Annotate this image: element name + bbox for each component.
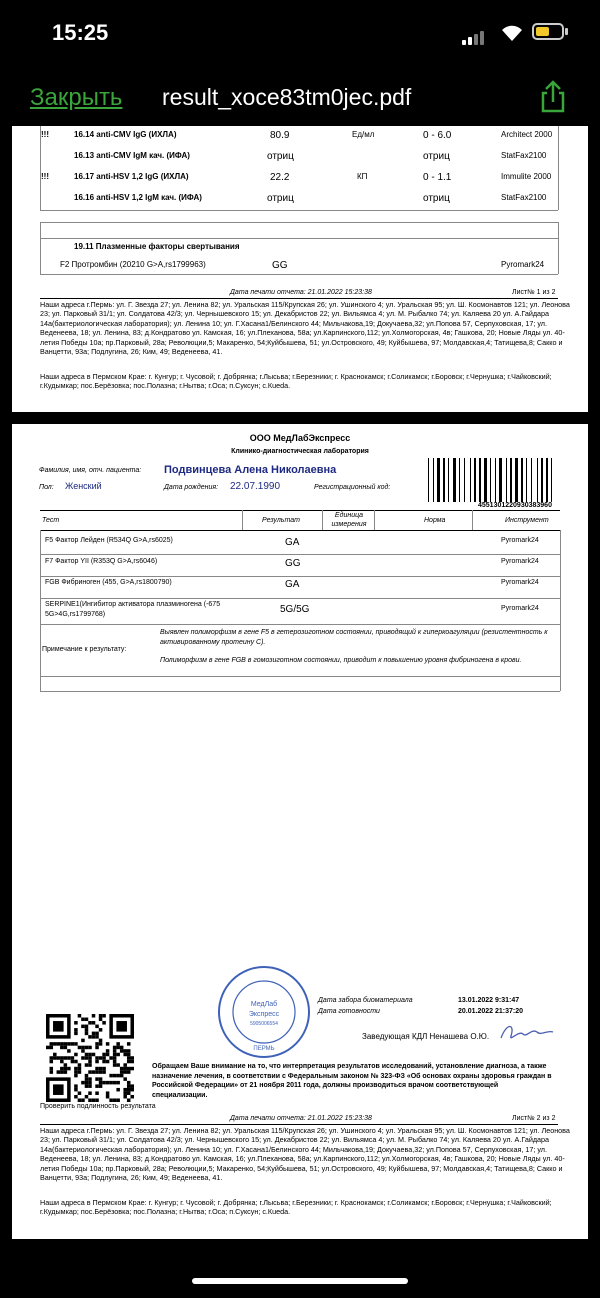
addresses-krai: Наши адреса в Пермском Крае: г. Кунгур; г. Чусовой; г. Добрянка; г.Лысьва; г.Березники; г. Краснокамск; г.Соликамск; г.Боровск; г.Чернушка; г.Чайковский; г.Кудымкар; пос.Берёзовка; пос.Полазна; г.Нытва; г.Оса; п.Суксун; с.Кueda. [40,372,552,391]
addresses-krai: Наши адреса в Пермском Крае: г. Кунгур; г. Чусовой; г. Добрянка; г.Лысьва; г.Березники; г. Краснокамск; г.Соликамск; г.Боровск; г.Чернушка; г.Чайковский; г.Кудымкар; пос.Берёзовка; пос.Полазна; г.Нытва; г.Оса; п.Суксун; с.Кueda. [40,1198,552,1217]
test-name: F7 Фактор YII (R353Q G>A,rs6046) [45,558,158,565]
sheet-number: Лист№ 1 из 2 [512,289,556,296]
sex-label: Пол: [39,484,54,491]
signature [497,1020,557,1046]
norm: 0 - 6.0 [423,130,452,141]
test-name: 16.14 anti-CMV IgG (ИХЛА) [74,130,177,139]
status-time: 15:25 [52,20,109,45]
sheet-number: Лист№ 2 из 2 [512,1115,556,1122]
barcode-number: 4551301220930383960 [478,502,552,509]
reg-code-label: Регистрационный код: [314,484,391,491]
addresses-perm: Наши адреса г.Пермь: ул. Г. Звезда 27; ул. Ленина 82; ул. Уральская 115/Крупская 26; ул. Ушинского 4; ул. Уральская 95; ул. Ш. Космонавтов 121; ул. Леонова 23; ул. Парковый 31/1; ул. Солдатова 42/3; ул. Чернышевского 15; ул. Декабристов 22; ул. Вильямса 4; ул. М. Рыбалко 74; ул. Каляева 20 ул. А.Гайдара 14а(бактериологическая лаборатория); ул. Ленина 10; ул. Г.Хасана1/Белинского 44; Мильчакова,19; Докучаева,32; ул.Попова 57, Серпуховская, 17; ул. Веденеева, 18; ул. Ленина, 83; д.Кондратово ул. Камская, 16; ул.Плеханова, 58а; ул.Карпинского,112; ул.Холмогорская, 4в; Гашкова, 20; Новые Ляды ул. 40-летия Победы 10а; пр.Парковый, 28а; Революции,5; Макаренко, 54;Куйбышева, 51; ул.Островского, 49; Куйбышева, 97; Молдавская,4; Татищева,8; Сакко и Ванцетти, 93а; Подлугина, 26; Ким, 49; Веденеева, 41. [40,300,570,357]
instrument: Architect 2000 [501,130,553,139]
pdf-page-2 [12,424,588,1239]
col-header-norm: Норма [424,517,446,524]
instrument: Pyromark24 [501,605,539,612]
section-title: 19.11 Плазменные факторы свертывания [74,242,240,251]
viewer-toolbar [0,66,600,126]
sex-value: Женский [65,481,102,491]
result: 80.9 [270,130,290,141]
norm: отриц [423,193,450,204]
test-name: F5 Фактор Лейден (R534Q G>A,rs6025) [45,537,173,544]
collect-date-value: 13.01.2022 9:31:47 [458,997,520,1004]
collect-date-label: Дата забора биоматериала [318,997,413,1004]
unit: Ед/мл [352,130,375,139]
close-button[interactable]: Закрыть [30,84,123,111]
norm: отриц [423,151,450,162]
flag: !!! [41,130,49,139]
test-name: F2 Протромбин (20210 G>A,rs1799963) [60,260,206,269]
print-date: Дата печати отчета: 21.01.2022 15:23:38 [230,1115,372,1122]
note-label: Примечание к результату: [42,646,127,653]
col-header-unit: Единица измерения [331,512,367,528]
qr-code[interactable] [46,1014,134,1102]
instrument: Pyromark24 [501,558,539,565]
note-text-2: Полиморфизм в гене FGB в гомозиготном состоянии, приводит к повышению уровня фибриногена в крови. [160,657,522,664]
ready-date-label: Дата готовности [318,1008,380,1015]
instrument: Pyromark24 [501,537,539,544]
patient-name: Подвинцева Алена Николаевна [164,464,337,476]
test-name: FGB Фибриноген (455, G>A,rs1800790) [45,579,172,586]
instrument: StatFax2100 [501,193,547,202]
col-header-instrument: Инструмент [505,517,549,524]
dob-value: 22.07.1990 [230,481,281,492]
dob-label: Дата рождения: [164,484,219,491]
home-indicator [192,1278,408,1284]
battery-tip [565,28,568,35]
print-date: Дата печати отчета: 21.01.2022 15:23:38 [230,289,372,296]
instrument: Immulite 2000 [501,172,552,181]
share-icon[interactable] [536,80,570,114]
barcode [428,458,576,502]
instrument: Pyromark24 [501,579,539,586]
test-name: 16.17 anti-HSV 1,2 IgG (ИХЛА) [74,172,189,181]
wifi-icon [500,24,524,42]
col-header-result: Результат [262,517,300,524]
svg-text:МедЛаб: МедЛаб [250,1001,278,1008]
test-name: 16.16 anti-HSV 1,2 IgM кач. (ИФА) [74,193,202,202]
test-name: SERPINE1(Ингибитор активатора плазминогена (-675 5G>4G,rs1799768) [45,601,221,618]
result: GG [285,558,301,569]
ready-date-value: 20.01.2022 21:37:20 [458,1008,523,1015]
cellular-signal-icon [462,27,486,45]
test-name: 16.13 anti-CMV IgM кач. (ИФА) [74,151,190,160]
disclaimer: Обращаем Ваше внимание на то, что интерпретация результатов исследований, установление диагноза, а также назначение лечения, в соответствии с Федеральным законом № 323-ФЗ «Об основах охраны здоровья граждан в Российской Федерации» от 21 ноября 2011 года, должны производиться врачом соответствующей специализации. [152,1063,552,1099]
instrument: Pyromark24 [501,260,545,269]
verify-link[interactable]: Проверить подлинность результата [40,1103,156,1110]
battery-icon [532,23,564,40]
svg-text:Экспресс: Экспресс [248,1011,280,1018]
addresses-perm: Наши адреса г.Пермь: ул. Г. Звезда 27; ул. Ленина 82; ул. Уральская 115/Крупская 26; ул. Ушинского 4; ул. Уральская 95; ул. Ш. Космонавтов 121; ул. Леонова 23; ул. Парковый 31/1; ул. Солдатова 42/3; ул. Чернышевского 15; ул. Декабристов 22; ул. Вильямса 4; ул. М. Рыбалко 74; ул. Каляева 20 ул. А.Гайдара 14а(бактериологическая лаборатория); ул. Ленина 10; ул. Г.Хасана1/Белинского 44; Мильчакова,19; Докучаева,32; ул.Попова 57, Серпуховская, 17; ул. Веденеева, 18; ул. Ленина, 83; д.Кондратово ул. Камская, 16; ул.Плеханова, 58а; ул.Карпинского,112; ул.Холмогорская, 4в; Гашкова, 20; Новые Ляды ул. 40-летия Победы 10а; пр.Парковый, 28а; Революции,5; Макаренко, 54;Куйбышева, 51; ул.Островского, 49; Куйбышева, 97; Молдавская,4; Татищева,8; Сакко и Ванцетти, 93а; Подлугина, 26; Ким, 49; Веденеева, 41. [40,1126,570,1183]
result: отриц [267,193,294,204]
document-title: result_xoce83tm0jec.pdf [162,84,412,110]
result: 5G/5G [280,604,310,615]
result: GG [272,260,288,271]
result: GA [285,579,300,590]
svg-text:5905006554: 5905006554 [250,1021,278,1027]
patient-name-label: Фамилия, имя, отч. пациента: [39,467,142,474]
lab-name: Клинико-диагностическая лаборатория [231,448,369,455]
flag: !!! [41,172,49,181]
result: отриц [267,151,294,162]
unit: КП [357,172,368,181]
result: 22.2 [270,172,290,183]
seal-stamp [216,964,312,1060]
svg-text:ПЕРМЬ: ПЕРМЬ [253,1046,275,1052]
head-of-lab: Заведующая КДЛ Ненашева О.Ю. [362,1032,490,1041]
status-bar [0,0,600,66]
org-name: ООО МедЛабЭкспресс [249,433,351,443]
norm: 0 - 1.1 [423,172,452,183]
col-header-test: Тест [42,517,60,524]
result: GA [285,537,300,548]
note-text-1: Выявлен полиморфизм в гене F5 в гетерозиготном состоянии, приводящий к гиперкоагуляции (резистентность к активированному протеину С). [160,629,548,646]
instrument: StatFax2100 [501,151,547,160]
pdf-page-1 [12,126,588,412]
